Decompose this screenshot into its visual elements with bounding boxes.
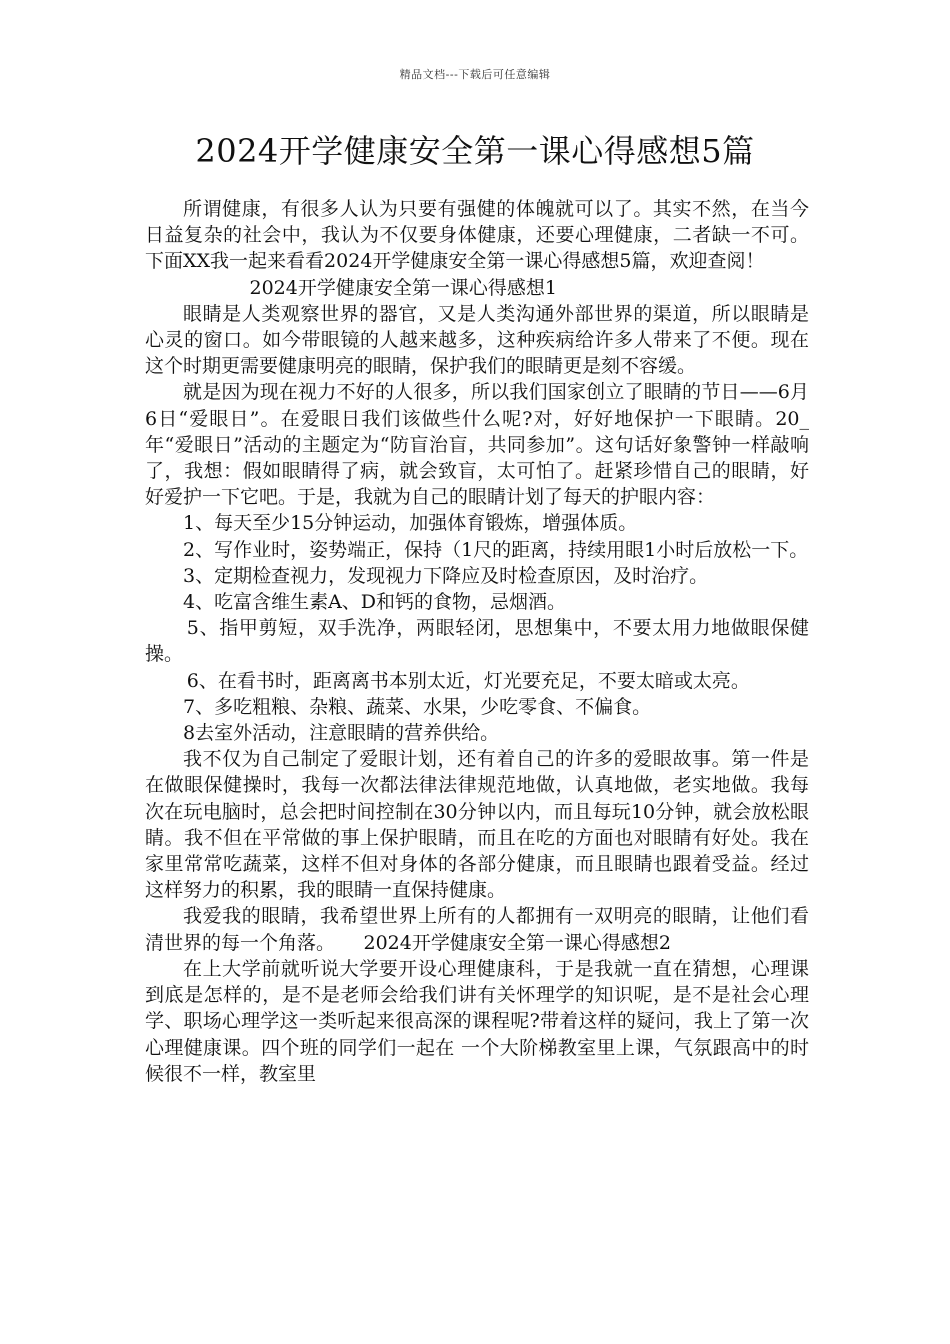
- list-item: 2、写作业时，姿势端正，保持（1尺的距离，持续用眼1小时后放松一下。: [183, 538, 809, 561]
- document-title: 2024开学健康安全第一课心得感想5篇: [195, 132, 755, 170]
- body-paragraph: 在上大学前就听说大学要开设心理健康科，于是我就一直在猜想，心理课到底是怎样的，是不是老师会给我们讲有关怀理学的知识呢，是不是社会心理学、职场心理学这一类听起来很高深的课程呢?带着这样的疑问，我上了第一次心理健康课。四个班的同学们一起在 一个大阶梯教室里上课，气氛跟高中的时候很不一样，教室里: [145, 957, 809, 1085]
- body-paragraph: 我不仅为自己制定了爱眼计划，还有着自己的许多的爱眼故事。第一件是在做眼保健操时，我每一次都法律法律规范地做，认真地做，老实地做。我每次在玩电脑时，总会把时间控制在30分钟以内，而且每玩10分钟，就会放松眼睛。我不但在平常做的事上保护眼睛，而且在吃的方面也对眼睛有好处。我在家里常常吃蔬菜，这样不但对身体的各部分健康，而且眼睛也跟着受益。经过这样努力的积累，我的眼睛一直保持健康。: [145, 748, 809, 902]
- section-heading-1: 2024开学健康安全第一课心得感想1: [249, 276, 557, 299]
- list-item: 8去室外活动，注意眼睛的营养供给。: [183, 722, 500, 745]
- list-item: 1、每天至少15分钟运动，加强体育锻炼，增强体质。: [183, 512, 638, 535]
- body-paragraph: 眼睛是人类观察世界的器官，又是人类沟通外部世界的渠道，所以眼睛是心灵的窗口。如今带眼镜的人越来越多，这种疾病给许多人带来了不便。现在这个时期更需要健康明亮的眼睛，保护我们的眼睛更是刻不容缓。: [145, 302, 809, 378]
- list-item: 3、定期检查视力，发现视力下降应及时检查原因，及时治疗。: [183, 564, 709, 587]
- list-item: 5、指甲剪短，双手洗净，两眼轻闭，思想集中，不要太用力地做眼保健操。: [145, 617, 809, 666]
- body-paragraph: 就是因为现在视力不好的人很多，所以我们国家创立了眼睛的节日——6月6日“爱眼日”。在爱眼日我们该做些什么呢?对，好好地保护一下眼睛。20_年“爱眼日”活动的主题定为“防盲治盲，共同参加”。这句话好象警钟一样敲响了，我想：假如眼睛得了病，就会致盲，太可怕了。赶紧珍惜自己的眼睛，好好爱护一下它吧。于是，我就为自己的眼睛计划了每天的护眼内容：: [145, 381, 809, 509]
- document-body: [145, 196, 809, 1087]
- page-header-note: 精品文档---下载后可任意编辑: [399, 68, 551, 81]
- list-item: 4、吃富含维生素A、D和钙的食物，忌烟酒。: [183, 591, 567, 614]
- list-item: 7、多吃粗粮、杂粮、蔬菜、水果，少吃零食、不偏食。: [183, 695, 652, 718]
- intro-paragraph: 所谓健康，有很多人认为只要有强健的体魄就可以了。其实不然，在当今日益复杂的社会中，我认为不仅要身体健康，还要心理健康，二者缺一不可。下面XX我一起来看看2024开学健康安全第一课心得感想5篇，欢迎查阅！: [145, 198, 809, 273]
- body-paragraph: 我爱我的眼睛，我希望世界上所有的人都拥有一双明亮的眼睛，让他们看清世界的每一个角落。 2024开学健康安全第一课心得感想2: [145, 905, 809, 954]
- list-item: 6、在看书时，距离离书本别太近，灯光要充足，不要太暗或太亮。: [186, 669, 750, 692]
